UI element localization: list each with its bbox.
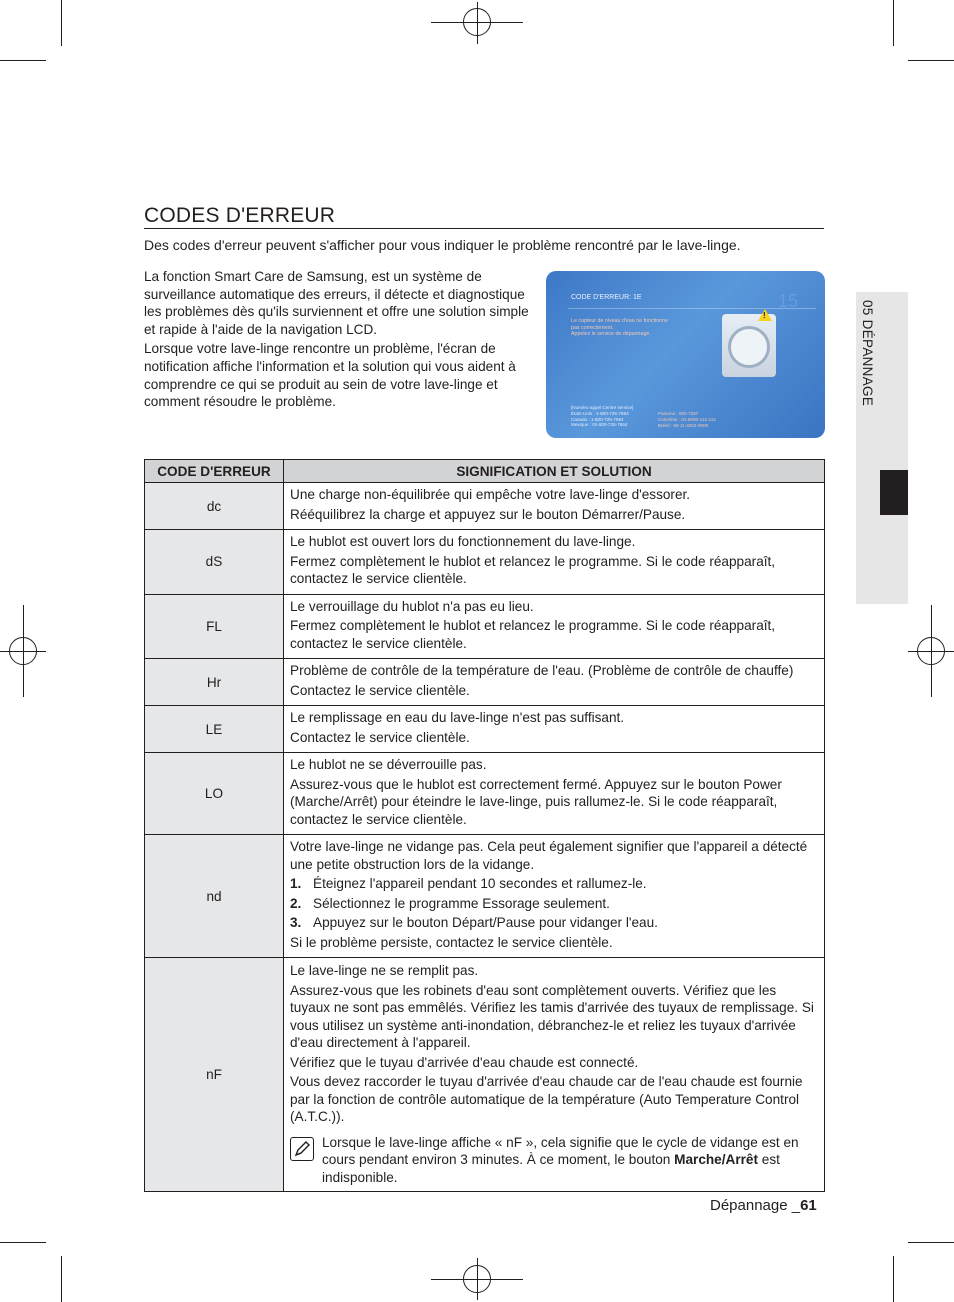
solution-line: Le remplissage en eau du lave-linge n'est pas suffisant. (290, 710, 625, 725)
lcd-contact: Panama : 800-7267 (658, 411, 699, 416)
note-block (290, 1134, 818, 1187)
lcd-background-graphic: 15 (778, 291, 799, 311)
crop-mark (893, 1256, 894, 1302)
steps-list (290, 875, 818, 932)
lcd-error-message (571, 318, 696, 338)
table-row (145, 530, 825, 595)
step-number: 3. (290, 915, 302, 930)
note-text-part: Lorsque le lave-linge affiche « nF », cela signifie que le cycle de vidange est en cours pendant environ 3 minutes. À ce moment, le bouton (322, 1134, 799, 1167)
description-paragraph: Lorsque votre lave-linge rencontre un problème, l'écran de notification affiche l'information et la solution qui vous aident à comprendre ce qui se produit au sein de votre lave-linge et comment résoudre le problème. (144, 341, 516, 410)
lcd-error-code: CODE D'ERREUR: 1E (571, 294, 642, 301)
table-row (145, 706, 825, 753)
solution-line: Vérifiez que le tuyau d'arrivée d'eau chaude est connecté. (290, 1054, 639, 1070)
error-solution (284, 483, 825, 530)
solution-line: Fermez complètement le hublot et relancez le programme. Si le code réapparaît, contactez le service clientèle. (290, 618, 776, 651)
error-code: dS (145, 530, 284, 595)
error-solution (284, 958, 825, 1192)
step-item (290, 914, 818, 932)
solution-line: Rééquilibrez la charge et appuyez sur le bouton Démarrer/Pause. (290, 506, 686, 522)
solution-line: Le hublot ne se déverrouille pas. (290, 757, 487, 772)
solution-line: Une charge non-équilibrée qui empêche votre lave-linge d'essorer. (290, 487, 691, 502)
title-divider (144, 228, 824, 229)
error-solution (284, 530, 825, 595)
column-header-code: CODE D'ERREUR (145, 460, 284, 483)
lcd-message-line: pas correctement. (571, 324, 614, 331)
solution-line: Vous devez raccorder le tuyau d'arrivée d'eau chaude car de l'eau chaude est fournie par la fonction de contrôle automatique de la température (Auto Temperature Control (A.T.C.)). (290, 1074, 803, 1124)
error-solution (284, 706, 825, 753)
registration-mark (9, 637, 37, 665)
solution-line: Assurez-vous que les robinets d'eau sont complètement ouverts. Vérifiez que les tuyaux ne sont pas emmêlés. Vérifiez les tamis d'arrivée des tuyaux de remplissage. Si vous utilisez un système anti-inondation, débranchez-le et reliez les tuyaux d'arrivée d'eau directement à l'appareil. (290, 982, 814, 1050)
step-item (290, 895, 818, 913)
warning-symbol: ! (763, 311, 766, 320)
lcd-contact-header: [Numéro appel Centre service] (571, 405, 634, 410)
page-footer (710, 1197, 817, 1214)
solution-line: Contactez le service clientèle. (290, 729, 470, 745)
smart-care-description (144, 268, 539, 413)
solution-line: Problème de contrôle de la température de l'eau. (Problème de contrôle de chauffe) (290, 663, 794, 678)
table-row (145, 659, 825, 706)
step-number: 2. (290, 895, 302, 911)
error-solution (284, 835, 825, 958)
registration-mark (463, 8, 491, 36)
page-number: 61 (800, 1197, 817, 1214)
section-intro: Des codes d'erreur peuvent s'afficher pour vous indiquer le problème rencontré par le lave-linge. (144, 237, 741, 253)
washer-illustration (722, 314, 776, 377)
solution-line: Contactez le service clientèle. (290, 682, 470, 698)
table-row (145, 483, 825, 530)
solution-line: Le hublot est ouvert lors du fonctionnement du lave-linge. (290, 534, 636, 549)
lcd-contact-list (571, 405, 633, 428)
crop-mark (908, 1242, 954, 1243)
error-solution (284, 659, 825, 706)
error-code: nd (145, 835, 284, 958)
lcd-contact-list (658, 411, 716, 428)
note-bold-text: Marche/Arrêt (674, 1152, 758, 1167)
section-title: CODES D'ERREUR (144, 204, 336, 227)
solution-line: Votre lave-linge ne vidange pas. Cela peut également signifier que l'appareil a détecté une petite obstruction lors de la vidange. (290, 839, 808, 872)
step-item (290, 875, 818, 893)
table-row (145, 958, 825, 1192)
note-pencil-icon (290, 1137, 314, 1161)
footer-label: Dépannage _ (710, 1197, 801, 1214)
solution-line: Fermez complètement le hublot et relancez le programme. Si le code réapparaît, contactez le service clientèle. (290, 553, 776, 586)
lcd-message-line: Le capteur de niveau d'eau ne fonctionne (571, 318, 669, 324)
error-code-table (144, 459, 825, 1192)
registration-mark (917, 637, 945, 665)
lcd-divider (568, 308, 816, 309)
lcd-contact: Mexique : 01-800-726-7864 (571, 422, 628, 428)
registration-mark (463, 1265, 491, 1293)
crop-mark (893, 0, 894, 46)
step-text: Appuyez sur le bouton Départ/Pause pour vidanger l'eau. (313, 915, 658, 930)
error-solution (284, 753, 825, 835)
crop-mark (908, 60, 954, 61)
crop-mark (0, 1242, 46, 1243)
table-header-row (145, 460, 825, 483)
error-code: dc (145, 483, 284, 530)
error-code: Hr (145, 659, 284, 706)
error-code: nF (145, 958, 284, 1192)
crop-mark (61, 1256, 62, 1302)
note-text (322, 1134, 818, 1187)
lcd-contact: États-Unis : 1-800-726-7864 (571, 410, 629, 416)
solution-line: Assurez-vous que le hublot est correctement fermé. Appuyez sur le bouton Power (Marche/Arrêt) pour éteindre le lave-linge, puis rallumez-le. Si le code réapparaît, contactez le service clientèle. (290, 776, 782, 827)
error-code: LE (145, 706, 284, 753)
error-code: LO (145, 753, 284, 835)
error-code: FL (145, 594, 284, 659)
solution-line: Le lave-linge ne se remplit pas. (290, 963, 479, 978)
step-text: Éteignez l'appareil pendant 10 secondes et rallumez-le. (313, 876, 647, 891)
chapter-tab-marker (880, 470, 908, 515)
step-number: 1. (290, 876, 302, 891)
note-text-part: est indisponible. (322, 1152, 780, 1185)
description-paragraph: La fonction Smart Care de Samsung, est un système de surveillance automatique des erreurs, il détecte et diagnostique les problèmes dès qu'ils surviennent et offre une solution simple et rapide à l'aide de la navigation LCD. (144, 269, 529, 337)
lcd-contact: Brésil : 55-11-4004-0000 (658, 422, 709, 428)
step-text: Sélectionnez le programme Essorage seulement. (313, 895, 610, 911)
solution-line: Le verrouillage du hublot n'a pas eu lieu. (290, 598, 534, 614)
lcd-contact: Canada : 1-800-726-7864 (571, 416, 624, 422)
solution-line: Si le problème persiste, contactez le service clientèle. (290, 934, 613, 950)
lcd-contact: Colombie : 01-8000-112-112 (658, 416, 716, 422)
crop-mark (0, 60, 46, 61)
lcd-error-screen (546, 271, 825, 438)
table-row (145, 835, 825, 958)
washer-drum (728, 326, 770, 368)
chapter-tab-label: 05 DÉPANNAGE (860, 300, 875, 407)
warning-icon (758, 309, 772, 321)
table-row (145, 594, 825, 659)
lcd-message-line: Appelez le service de dépannage. (571, 331, 651, 338)
crop-mark (61, 0, 62, 46)
column-header-solution: SIGNIFICATION ET SOLUTION (284, 460, 825, 483)
error-solution (284, 594, 825, 659)
table-row (145, 753, 825, 835)
